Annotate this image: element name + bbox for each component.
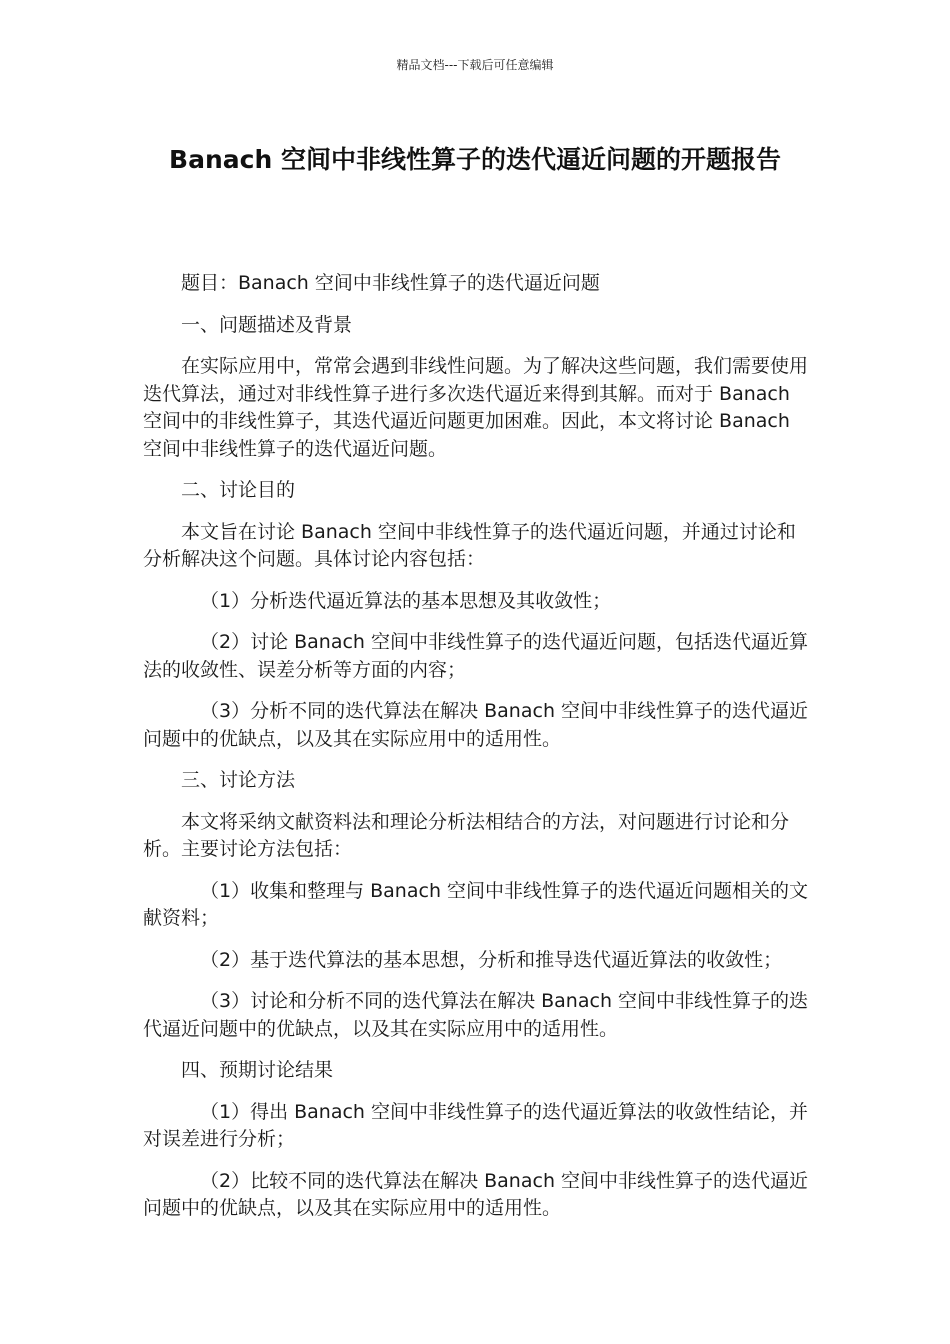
page-header-note: 精品文档---下载后可任意编辑 (396, 58, 554, 72)
section-body-background: 在实际应用中，常常会遇到非线性问题。为了解决这些问题，我们需要使用迭代算法，通过对非线性算子进行多次迭代逼近来得到其解。而对于 Banach 空间中的非线性算子，其迭代逼近问题更加困难。因此，本文将讨论 Banach 空间中非线性算子的迭代逼近问题。 (143, 355, 809, 460)
document-body (143, 270, 813, 1223)
result-item-2: （2）比较不同的迭代算法在解决 Banach 空间中非线性算子的迭代逼近问题中的优缺点，以及其在实际应用中的适用性。 (143, 1169, 809, 1219)
method-item-3: （3）讨论和分析不同的迭代算法在解决 Banach 空间中非线性算子的迭代逼近问题中的优缺点，以及其在实际应用中的适用性。 (143, 990, 809, 1040)
topic-line: 题目：Banach 空间中非线性算子的迭代逼近问题 (181, 272, 600, 294)
purpose-item-2: （2）讨论 Banach 空间中非线性算子的迭代逼近问题，包括迭代逼近算法的收敛性、误差分析等方面的内容； (143, 631, 809, 681)
section-heading-background: 一、问题描述及背景 (181, 313, 353, 336)
purpose-item-1: （1）分析迭代逼近算法的基本思想及其收敛性； (200, 589, 612, 612)
section-heading-expected-results: 四、预期讨论结果 (181, 1059, 334, 1081)
purpose-item-3: （3）分析不同的迭代算法在解决 Banach 空间中非线性算子的迭代逼近问题中的优缺点，以及其在实际应用中的适用性。 (143, 700, 809, 750)
method-item-1: （1）收集和整理与 Banach 空间中非线性算子的迭代逼近问题相关的文献资料； (143, 879, 809, 929)
result-item-1: （1）得出 Banach 空间中非线性算子的迭代逼近算法的收敛性结论，并对误差进行分析； (143, 1100, 809, 1150)
document-title: Banach 空间中非线性算子的迭代逼近问题的开题报告 (169, 145, 781, 174)
section-body-method: 本文将采纳文献资料法和理论分析法相结合的方法，对问题进行讨论和分析。主要讨论方法包括： (143, 810, 790, 860)
section-heading-method: 三、讨论方法 (181, 769, 296, 791)
section-heading-purpose: 二、讨论目的 (181, 479, 296, 501)
method-item-2: （2）基于迭代算法的基本思想，分析和推导迭代逼近算法的收敛性； (200, 948, 783, 971)
section-body-purpose: 本文旨在讨论 Banach 空间中非线性算子的迭代逼近问题，并通过讨论和分析解决这个问题。具体讨论内容包括： (143, 520, 796, 570)
